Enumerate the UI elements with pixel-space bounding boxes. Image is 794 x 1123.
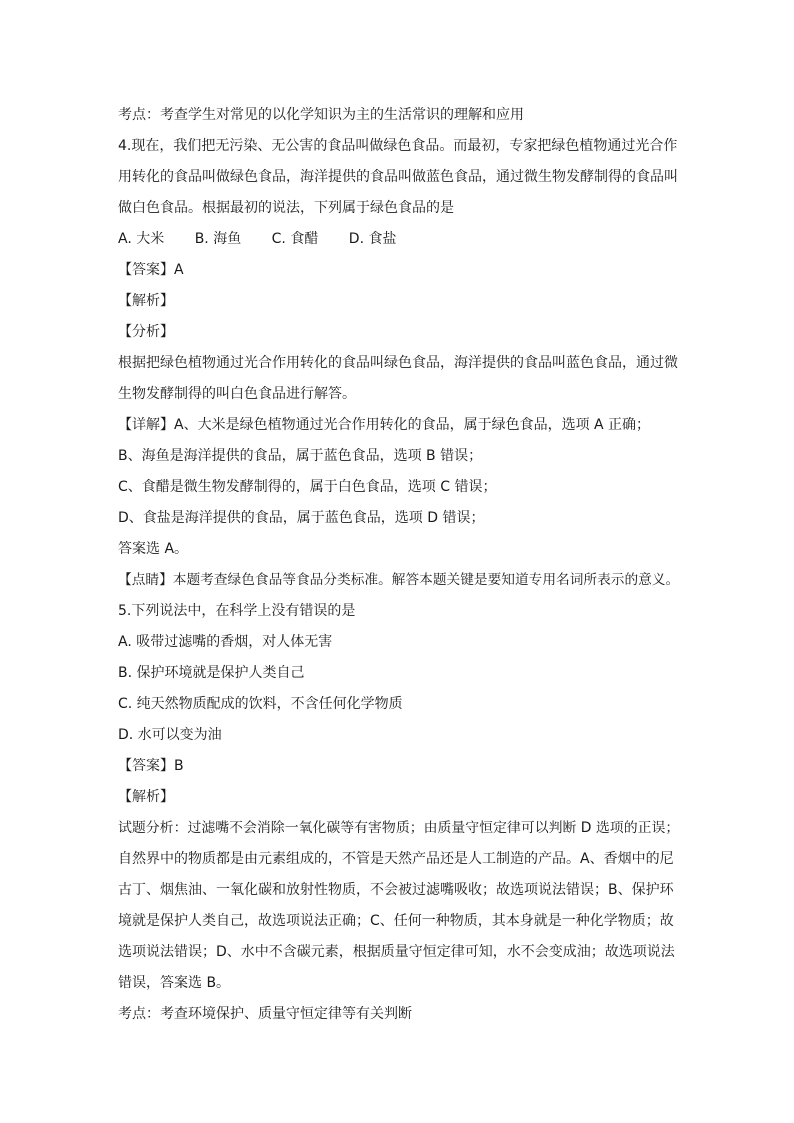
q4-answer: 【答案】A	[118, 262, 184, 278]
q5-stem: 5.下列说法中，在科学上没有错误的是	[118, 603, 356, 619]
document-page	[118, 100, 680, 1030]
q5-option-d: D. 水可以变为油	[118, 727, 222, 743]
q5-option-a: A. 吸带过滤嘴的香烟，对人体无害	[118, 634, 333, 650]
q4-xiangjie-line-2: B、海鱼是海洋提供的食品，属于蓝色食品，选项 B 错误；	[118, 448, 483, 464]
q5-option-b: B. 保护环境就是保护人类自己	[118, 665, 305, 681]
q5-jiexi-heading: 【解析】	[118, 789, 174, 805]
q5-analysis-line-3: 古丁、烟焦油、一氧化碳和放射性物质，不会被过滤嘴吸收；故选项说法错误；B、保护环	[118, 882, 674, 898]
q5-analysis-line-4: 境就是保护人类自己，故选项说法正确；C、任何一种物质，其本身就是一种化学物质；故	[118, 913, 674, 929]
q4-xiangjie-line-4: D、食盐是海洋提供的食品，属于蓝色食品，选项 D 错误；	[118, 510, 485, 526]
q4-xiangjie-line-5: 答案选 A。	[118, 541, 189, 557]
q4-option-a: A. 大米	[118, 231, 165, 247]
q4-options	[118, 224, 680, 255]
q4-stem-line-3: 做白色食品。根据最初的说法，下列属于绿色食品的是	[118, 200, 454, 216]
q5-analysis-line-5: 选项说法错误；D、水中不含碳元素，根据质量守恒定律可知，水不会变成油；故选项说法	[118, 944, 675, 960]
q4-stem-line-2: 用转化的食品叫做绿色食品，海洋提供的食品叫做蓝色食品，通过微生物发酵制得的食品叫	[118, 169, 678, 185]
q4-fenxi-line-1: 根据把绿色植物通过光合作用转化的食品叫绿色食品，海洋提供的食品叫蓝色食品，通过微	[118, 355, 678, 371]
q4-option-b: B. 海鱼	[194, 231, 242, 247]
q3-kaodian: 考点：考查学生对常见的以化学知识为主的生活常识的理解和应用	[118, 107, 524, 123]
q4-jiexi-heading: 【解析】	[118, 293, 174, 309]
q5-analysis-line-2: 自然界中的物质都是由元素组成的，不管是天然产品还是人工制造的产品。A、香烟中的尼	[118, 851, 674, 867]
q4-stem-line-1: 4.现在，我们把无污染、无公害的食品叫做绿色食品。而最初，专家把绿色植物通过光合作	[118, 138, 678, 154]
q4-option-c: C. 食醋	[271, 231, 319, 247]
q5-analysis-line-1: 试题分析：过滤嘴不会消除一氧化碳等有害物质；由质量守恒定律可以判断 D 选项的正误；	[118, 820, 680, 836]
q5-option-c: C. 纯天然物质配成的饮料，不含任何化学物质	[118, 696, 403, 712]
q4-fenxi-heading: 【分析】	[118, 324, 174, 340]
q4-fenxi-line-2: 生物发酵制得的叫白色食品进行解答。	[118, 386, 356, 402]
q5-kaodian: 考点：考查环境保护、质量守恒定律等有关判断	[118, 1006, 412, 1022]
q4-option-d: D. 食盐	[348, 231, 397, 247]
q4-dianjing: 【点睛】本题考查绿色食品等食品分类标准。解答本题关键是要知道专用名词所表示的意义。	[118, 572, 680, 588]
q4-xiangjie-line-1: 【详解】A、大米是绿色植物通过光合作用转化的食品，属于绿色食品，选项 A 正确；	[118, 417, 651, 433]
q5-analysis-line-6: 错误，答案选 B。	[118, 975, 231, 991]
q5-answer: 【答案】B	[118, 758, 184, 774]
q4-xiangjie-line-3: C、食醋是微生物发酵制得的，属于白色食品，选项 C 错误；	[118, 479, 497, 495]
